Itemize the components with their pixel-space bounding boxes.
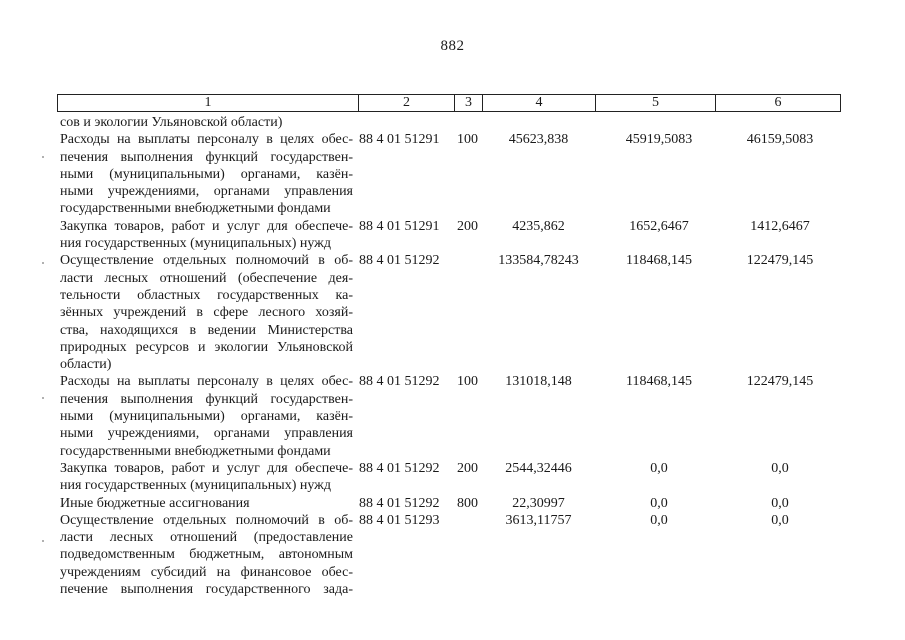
description-line: Расходы на выплаты персоналу в целях обес-	[60, 374, 353, 390]
row-code: 88 4 01 51292	[359, 374, 440, 390]
description-line: ными (муниципальными) органами, казён-	[60, 409, 353, 425]
row-value-col4: 133584,78243	[498, 253, 579, 269]
description-line: природных ресурсов и экологии Ульяновской	[60, 339, 353, 355]
row-description	[60, 114, 359, 131]
row-value-col6: 0,0	[771, 495, 789, 511]
description-line: Закупка товаров, работ и услуг для обеспече-	[60, 218, 353, 234]
row-code: 88 4 01 51292	[359, 495, 440, 511]
row-value-col6: 0,0	[771, 460, 789, 476]
description-line: тельности областных государственных ка-	[60, 287, 353, 303]
row-code: 88 4 01 51291	[359, 218, 440, 234]
header-col-4: 4	[483, 95, 596, 111]
description-line: Закупка товаров, работ и услуг для обеспече-	[60, 460, 353, 476]
row-value-col4: 22,30997	[512, 495, 565, 511]
header-col-2: 2	[359, 95, 455, 111]
scan-mark	[42, 156, 44, 158]
row-value-col6: 122479,145	[746, 253, 814, 269]
table-row	[60, 114, 860, 131]
row-code: 88 4 01 51292	[359, 460, 440, 476]
header-col-3: 3	[455, 95, 483, 111]
row-value-col6: 122479,145	[746, 374, 814, 390]
row-expense-type: 200	[457, 218, 478, 234]
description-line: печения выполнения функций государствен-	[60, 149, 353, 165]
row-description	[60, 131, 359, 217]
row-value-col4: 131018,148	[505, 374, 572, 390]
table-row	[60, 131, 860, 217]
row-description	[60, 495, 359, 512]
description-line: подведомственным бюджетным, автономным	[60, 547, 353, 563]
description-line: ными учреждениями, органами управления	[60, 184, 353, 200]
description-line: ния государственных (муниципальных) нужд	[60, 236, 331, 252]
row-description	[60, 218, 359, 253]
table-row	[60, 252, 860, 373]
description-line: государственными внебюджетными фондами	[60, 201, 331, 217]
row-value-col6: 0,0	[771, 512, 789, 528]
row-description	[60, 252, 359, 373]
row-value-col6: 46159,5083	[746, 132, 814, 148]
description-line: ния государственных (муниципальных) нужд	[60, 478, 331, 494]
row-description	[60, 512, 359, 598]
table-header	[57, 94, 841, 112]
row-value-col5: 1652,6467	[629, 218, 689, 234]
header-col-6: 6	[774, 95, 782, 110]
description-line: ными (муниципальными) органами, казён-	[60, 166, 353, 182]
row-expense-type: 100	[457, 132, 478, 148]
description-line: сов и экологии Ульяновской области)	[60, 115, 283, 130]
row-value-col5: 118468,145	[626, 374, 692, 390]
scan-mark	[42, 262, 44, 264]
table-row	[60, 218, 860, 253]
row-code: 88 4 01 51291	[359, 132, 440, 148]
row-expense-type: 800	[457, 495, 478, 511]
table-row	[60, 373, 860, 459]
description-line: ласти лесных отношений (предоставление	[60, 530, 353, 546]
description-line: Осуществление отдельных полномочий в об-	[60, 253, 353, 269]
description-line: учреждениям субсидий на финансовое обес-	[60, 564, 353, 580]
description-line: области)	[60, 357, 112, 373]
description-line: ства, находящихся в ведении Министерства	[60, 322, 353, 338]
row-value-col6: 1412,6467	[750, 218, 810, 234]
header-col-5: 5	[596, 95, 716, 111]
row-value-col4: 2544,32446	[505, 460, 572, 476]
row-value-col5: 0,0	[650, 512, 668, 528]
description-line: печения выполнения функций государствен-	[60, 391, 353, 407]
description-line: Иные бюджетные ассигнования	[60, 495, 250, 511]
row-expense-type: 200	[457, 460, 478, 476]
row-code: 88 4 01 51293	[359, 512, 440, 528]
row-description	[60, 373, 359, 459]
table-row	[60, 460, 860, 495]
description-line: Осуществление отдельных полномочий в об-	[60, 512, 353, 528]
scan-mark	[42, 397, 44, 399]
page-number: 882	[440, 38, 465, 54]
row-expense-type: 100	[457, 374, 478, 390]
row-value-col5: 118468,145	[626, 253, 692, 269]
scan-mark	[42, 540, 44, 542]
description-line: государственными внебюджетными фондами	[60, 443, 331, 459]
description-line: ласти лесных отношений (обеспечение дея-	[60, 270, 353, 286]
header-col-1: 1	[58, 95, 359, 111]
row-value-col5: 0,0	[650, 495, 668, 511]
table-row	[60, 512, 860, 598]
row-code: 88 4 01 51292	[359, 253, 440, 269]
row-value-col4: 45623,838	[508, 132, 569, 148]
table-row	[60, 495, 860, 512]
row-value-col5: 45919,5083	[625, 132, 693, 148]
description-line: зённых учреждений в сфере лесного хозяй-	[60, 305, 353, 321]
description-line: Расходы на выплаты персоналу в целях обес-	[60, 132, 353, 148]
row-value-col4: 3613,11757	[505, 512, 572, 528]
description-line: ными учреждениями, органами управления	[60, 426, 353, 442]
row-description	[60, 460, 359, 495]
description-line: печение выполнения государственного зада-	[60, 582, 353, 598]
row-value-col5: 0,0	[650, 460, 668, 476]
row-value-col4: 4235,862	[512, 218, 565, 234]
table-body	[60, 114, 860, 598]
